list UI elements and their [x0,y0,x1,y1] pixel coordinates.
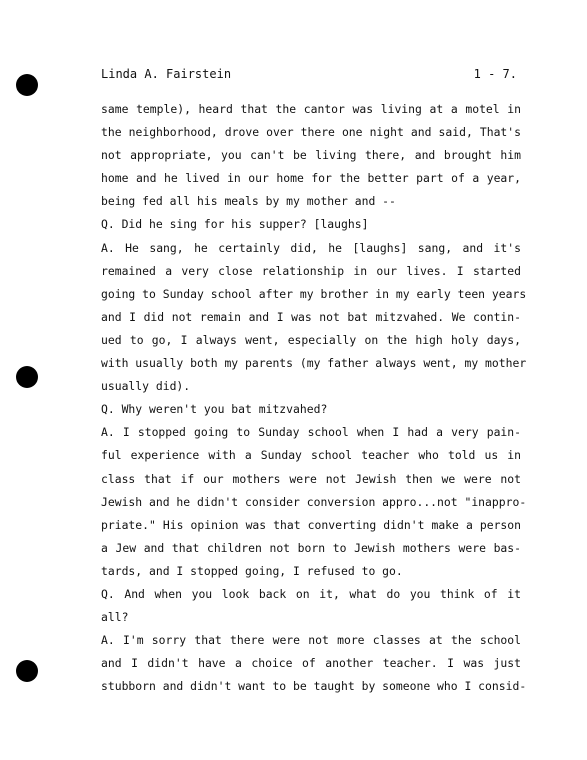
punch-hole [16,74,38,96]
interviewee-name: Linda A. Fairstein [101,67,232,81]
transcript-line: ful experience with a Sunday school teacher who told us in [101,448,521,463]
punch-hole [16,660,38,682]
transcript-line: and I did not remain and I was not bat mitzvahed. We contin- [101,309,521,324]
transcript-line: usually did). [101,379,191,394]
answer-line: A. I stopped going to Sunday school when I had a very pain- [101,425,521,440]
transcript-line: not appropriate, you can't be living there, and brought him [101,148,521,163]
answer-line: A. I'm sorry that there were not more classes at the school [101,633,521,648]
transcript-line: being fed all his meals by my mother and -- [101,194,396,209]
transcript-line: with usually both my parents (my father always went, my mother [101,356,527,371]
transcript-line: same temple), heard that the cantor was living at a motel in [101,102,521,116]
transcript-line: stubborn and didn't want to be taught by someone who I consid- [101,679,527,694]
question-line: Q. And when you look back on it, what do you think of it [101,586,521,601]
transcript-line: and I didn't have a choice of another teacher. I was just [101,656,521,671]
question-line: Q. Why weren't you bat mitzvahed? [101,402,328,417]
page-number: 1 - 7. [473,67,517,81]
transcript-line: going to Sunday school after my brother in my early teen years [101,286,527,301]
transcript-line: all? [101,610,129,625]
transcript-body [101,98,527,698]
punch-hole [16,366,38,388]
transcript-line: ued to go, I always went, especially on the high holy days, [101,332,521,347]
question-line: Q. Did he sing for his supper? [laughs] [101,217,369,232]
transcript-line: remained a very close relationship in our lives. I started [101,263,521,278]
answer-line: A. He sang, he certainly did, he [laughs] sang, and it's [101,240,521,255]
transcript-line: tards, and I stopped going, I refused to go. [101,563,403,578]
transcript-line: priate." His opinion was that converting didn't make a person [101,517,521,532]
transcript-line: Jewish and he didn't consider conversion appro...not "inappro- [101,494,527,509]
transcript-line: the neighborhood, drove over there one night and said, That's [101,125,521,140]
transcript-line: a Jew and that children not born to Jewish mothers were bas- [101,540,521,555]
page-header [101,64,517,84]
transcript-line: home and he lived in our home for the better part of a year, [101,171,521,186]
transcript-line: class that if our mothers were not Jewish then we were not [101,471,521,486]
